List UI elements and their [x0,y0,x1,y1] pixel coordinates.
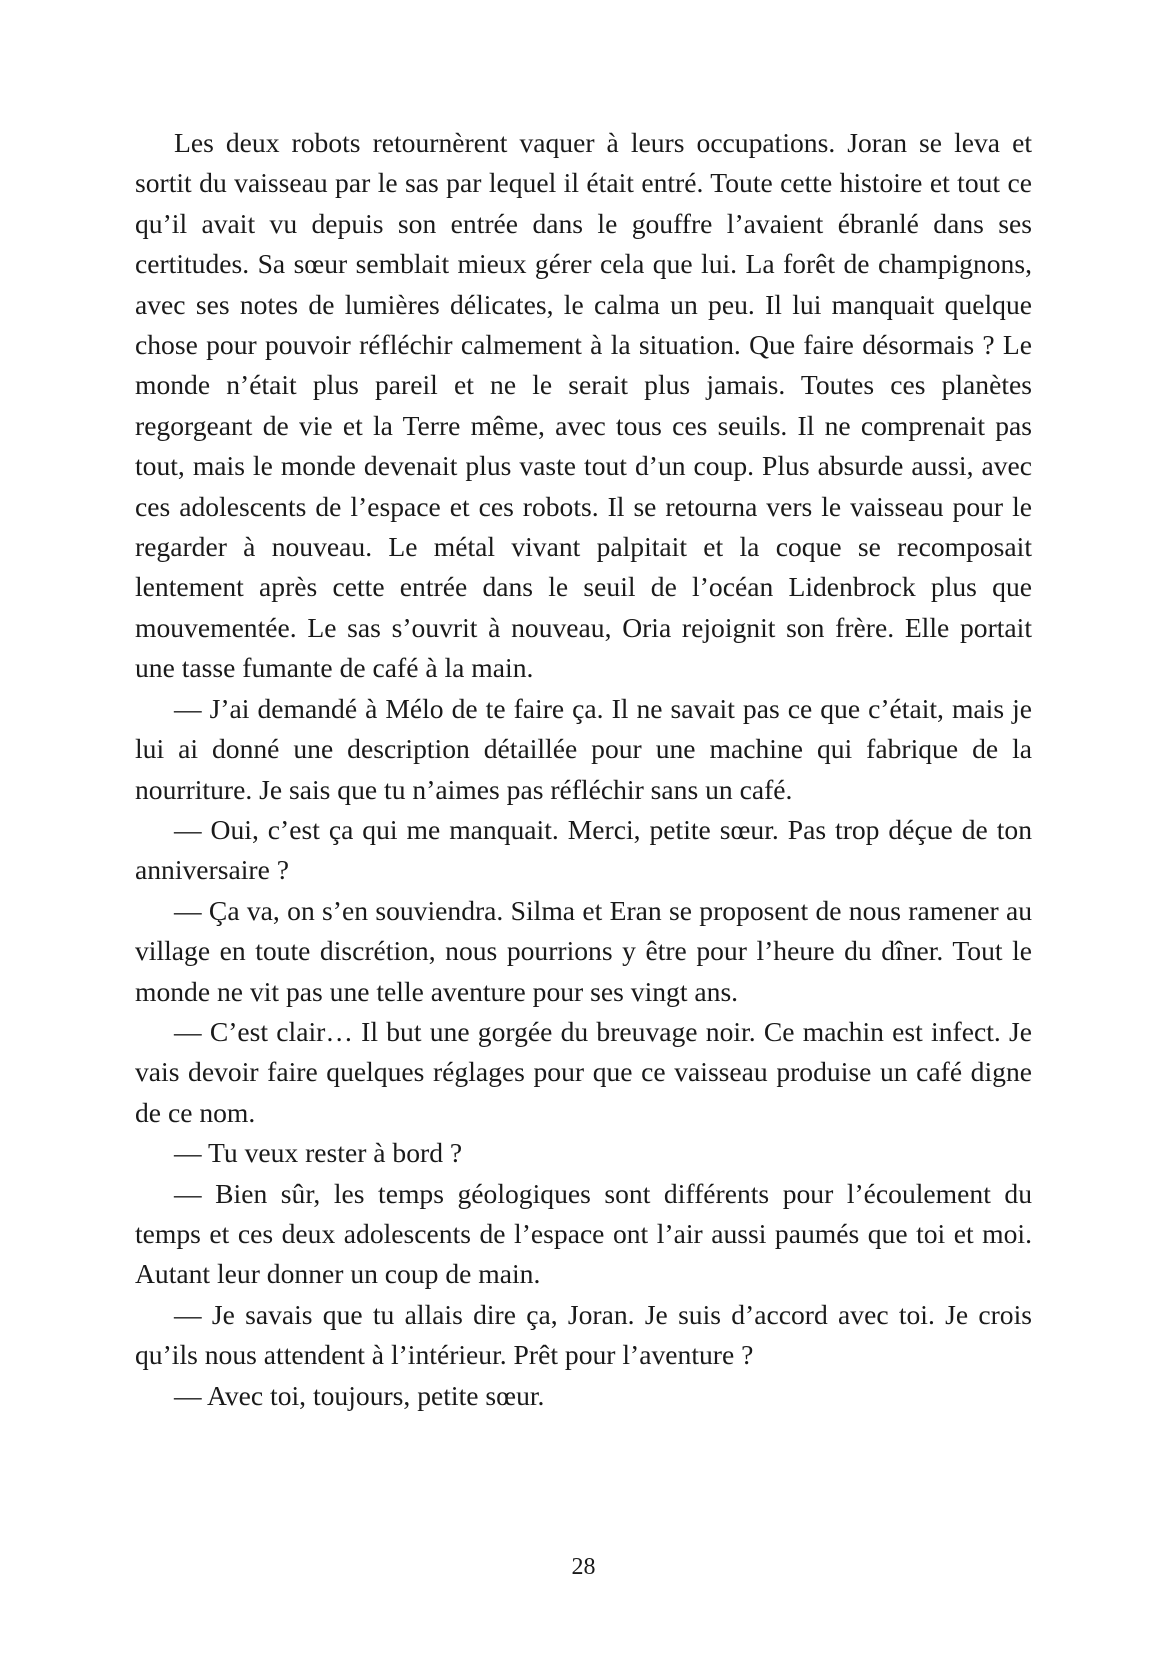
paragraph-dialogue: — Tu veux rester à bord ? [174,1137,463,1169]
paragraph-dialogue: — Bien sûr, les temps géologiques sont différents pour l’écoulement du temps et ces deux adolescents de l’espace ont l’air aussi paumés que toi et moi. Autant leur donner un coup de main. [135,1177,1032,1290]
paragraph-dialogue: — J’ai demandé à Mélo de te faire ça. Il ne savait pas ce que c’était, mais je lui ai donné une description détaillée pour une machine qui fabrique de la nourriture. Je sais que tu n’aimes pas réfléchir sans un café. [135,692,1032,805]
paragraph-dialogue: — Oui, c’est ça qui me manquait. Merci, petite sœur. Pas trop déçue de ton anniversaire ? [135,813,1032,886]
page-number: 28 [571,1554,596,1580]
paragraph-dialogue: — C’est clair… Il but une gorgée du breuvage noir. Ce machin est infect. Je vais devoir faire quelques réglages pour que ce vaisseau produise un café digne de ce nom. [135,1015,1032,1128]
paragraph-dialogue: — Je savais que tu allais dire ça, Joran. Je suis d’accord avec toi. Je crois qu’ils nous attendent à l’intérieur. Prêt pour l’aventure ? [135,1298,1032,1371]
paragraph-narration: Les deux robots retournèrent vaquer à leurs occupations. Joran se leva et sortit du vaisseau par le sas par lequel il était entré. Toute cette histoire et tout ce qu’il avait vu depuis son entrée dans le gouffre l’avaient ébranlé dans ses certitudes. Sa sœur semblait mieux gérer cela que lui. La forêt de champignons, avec ses notes de lumières délicates, le calma un peu. Il lui manquait quelque chose pour pouvoir réfléchir calmement à la situation. Que faire désormais ? Le monde n’était plus pareil et ne le serait plus jamais. Toutes ces planètes regorgeant de vie et la Terre même, avec tous ces seuils. Il ne comprenait pas tout, mais le monde devenait plus vaste tout d’un coup. Plus absurde aussi, avec ces adolescents de l’espace et ces robots. Il se retourna vers le vaisseau pour le regarder à nouveau. Le métal vivant palpitait et la coque se recomposait lentement après cette entrée dans le seuil de l’océan Lidenbrock plus que mouvementée. Le sas s’ouvrit à nouveau, Oria rejoignit son frère. Elle portait une tasse fumante de café à la main. [135,127,1032,684]
body-text [135,123,1032,1416]
paragraph-dialogue: — Avec toi, toujours, petite sœur. [174,1379,545,1411]
paragraph-dialogue: — Ça va, on s’en souviendra. Silma et Eran se proposent de nous ramener au village en toute discrétion, nous pourrions y être pour l’heure du dîner. Tout le monde ne vit pas une telle aventure pour ses vingt ans. [135,894,1032,1007]
